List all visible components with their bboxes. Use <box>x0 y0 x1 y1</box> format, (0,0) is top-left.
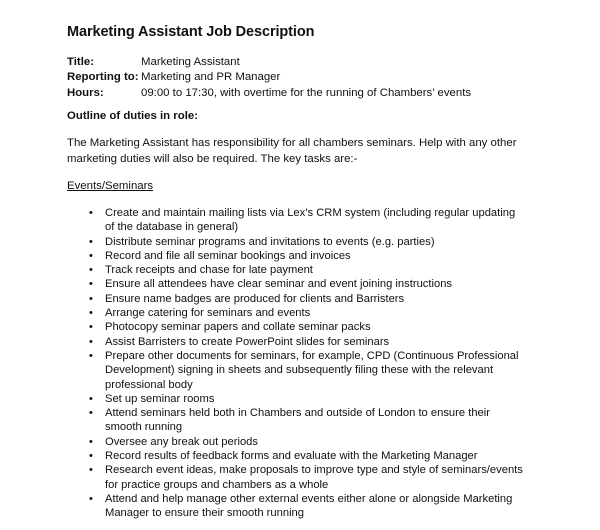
list-item <box>0 449 525 463</box>
reporting-to-label: Reporting to: <box>67 71 139 84</box>
list-item <box>0 335 525 349</box>
task-text: Ensure all attendees have clear seminar and event joining instructions <box>105 278 453 291</box>
task-text: Record results of feedback forms and evaluate with the Marketing Manager <box>105 450 478 463</box>
bullet-icon: • <box>89 307 93 320</box>
bullet-icon: • <box>89 392 93 405</box>
list-item <box>0 406 525 435</box>
bullet-icon: • <box>89 349 93 362</box>
reporting-to-row <box>67 70 471 85</box>
job-title-row <box>67 55 471 70</box>
bullet-icon: • <box>89 464 93 477</box>
task-text: Ensure name badges are produced for clients and Barristers <box>105 292 405 305</box>
intro-paragraph: The Marketing Assistant has responsibility for all chambers seminars. Help with any other marketing duties will also be required. The key tasks are:- <box>67 137 517 165</box>
list-item <box>0 263 525 277</box>
list-item <box>0 463 525 492</box>
list-item <box>0 277 525 291</box>
task-text: Assist Barristers to create PowerPoint slides for seminars <box>105 335 390 348</box>
list-item <box>0 435 525 449</box>
list-item <box>0 492 525 521</box>
task-text: Research event ideas, make proposals to improve type and style of seminars/events for practice groups and chambers as a whole <box>105 464 523 491</box>
task-text: Distribute seminar programs and invitations to events (e.g. parties) <box>105 235 435 248</box>
outline-heading: Outline of duties in role: <box>67 110 198 122</box>
list-item <box>0 292 525 306</box>
bullet-icon: • <box>89 492 93 505</box>
document-title: Marketing Assistant Job Description <box>67 24 315 40</box>
task-text: Arrange catering for seminars and events <box>105 307 311 320</box>
task-text: Oversee any break out periods <box>105 435 258 448</box>
list-item <box>0 320 525 334</box>
hours-label: Hours: <box>67 86 104 99</box>
list-item <box>0 235 525 249</box>
bullet-icon: • <box>89 407 93 420</box>
bullet-icon: • <box>89 264 93 277</box>
task-list <box>0 206 525 521</box>
bullet-icon: • <box>89 249 93 262</box>
list-item <box>0 392 525 406</box>
events-seminars-heading: Events/Seminars <box>67 180 154 192</box>
task-text: Attend seminars held both in Chambers and outside of London to ensure their smooth running <box>105 407 490 434</box>
task-text: Photocopy seminar papers and collate seminar packs <box>105 321 371 334</box>
task-text: Set up seminar rooms <box>105 392 215 405</box>
list-item <box>0 306 525 320</box>
task-text: Prepare other documents for seminars, for example, CPD (Continuous Professional Development) signing in sheets and subsequently filing these with the relevant professional body <box>105 349 519 391</box>
job-title-label: Title: <box>67 56 95 68</box>
task-text: Create and maintain mailing lists via Lex’s CRM system (including regular updating of the database in general) <box>105 207 516 234</box>
hours-value: 09:00 to 17:30, with overtime for the running of Chambers’ events <box>141 86 472 99</box>
job-title-value: Marketing Assistant <box>141 56 240 68</box>
bullet-icon: • <box>89 450 93 463</box>
bullet-icon: • <box>89 321 93 334</box>
task-text: Attend and help manage other external events either alone or alongside Marketing Manager to ensure their smooth running <box>105 492 513 520</box>
bullet-icon: • <box>89 292 93 305</box>
task-text: Track receipts and chase for late payment <box>105 264 313 277</box>
job-details <box>67 55 471 101</box>
bullet-icon: • <box>89 235 93 248</box>
list-item <box>0 206 525 235</box>
list-item <box>0 349 525 392</box>
reporting-to-value: Marketing and PR Manager <box>141 71 281 84</box>
bullet-icon: • <box>89 435 93 448</box>
list-item <box>0 249 525 263</box>
task-text: Record and file all seminar bookings and invoices <box>105 249 351 262</box>
bullet-icon: • <box>89 335 93 348</box>
hours-row <box>67 86 471 101</box>
bullet-icon: • <box>89 207 93 219</box>
bullet-icon: • <box>89 278 93 291</box>
